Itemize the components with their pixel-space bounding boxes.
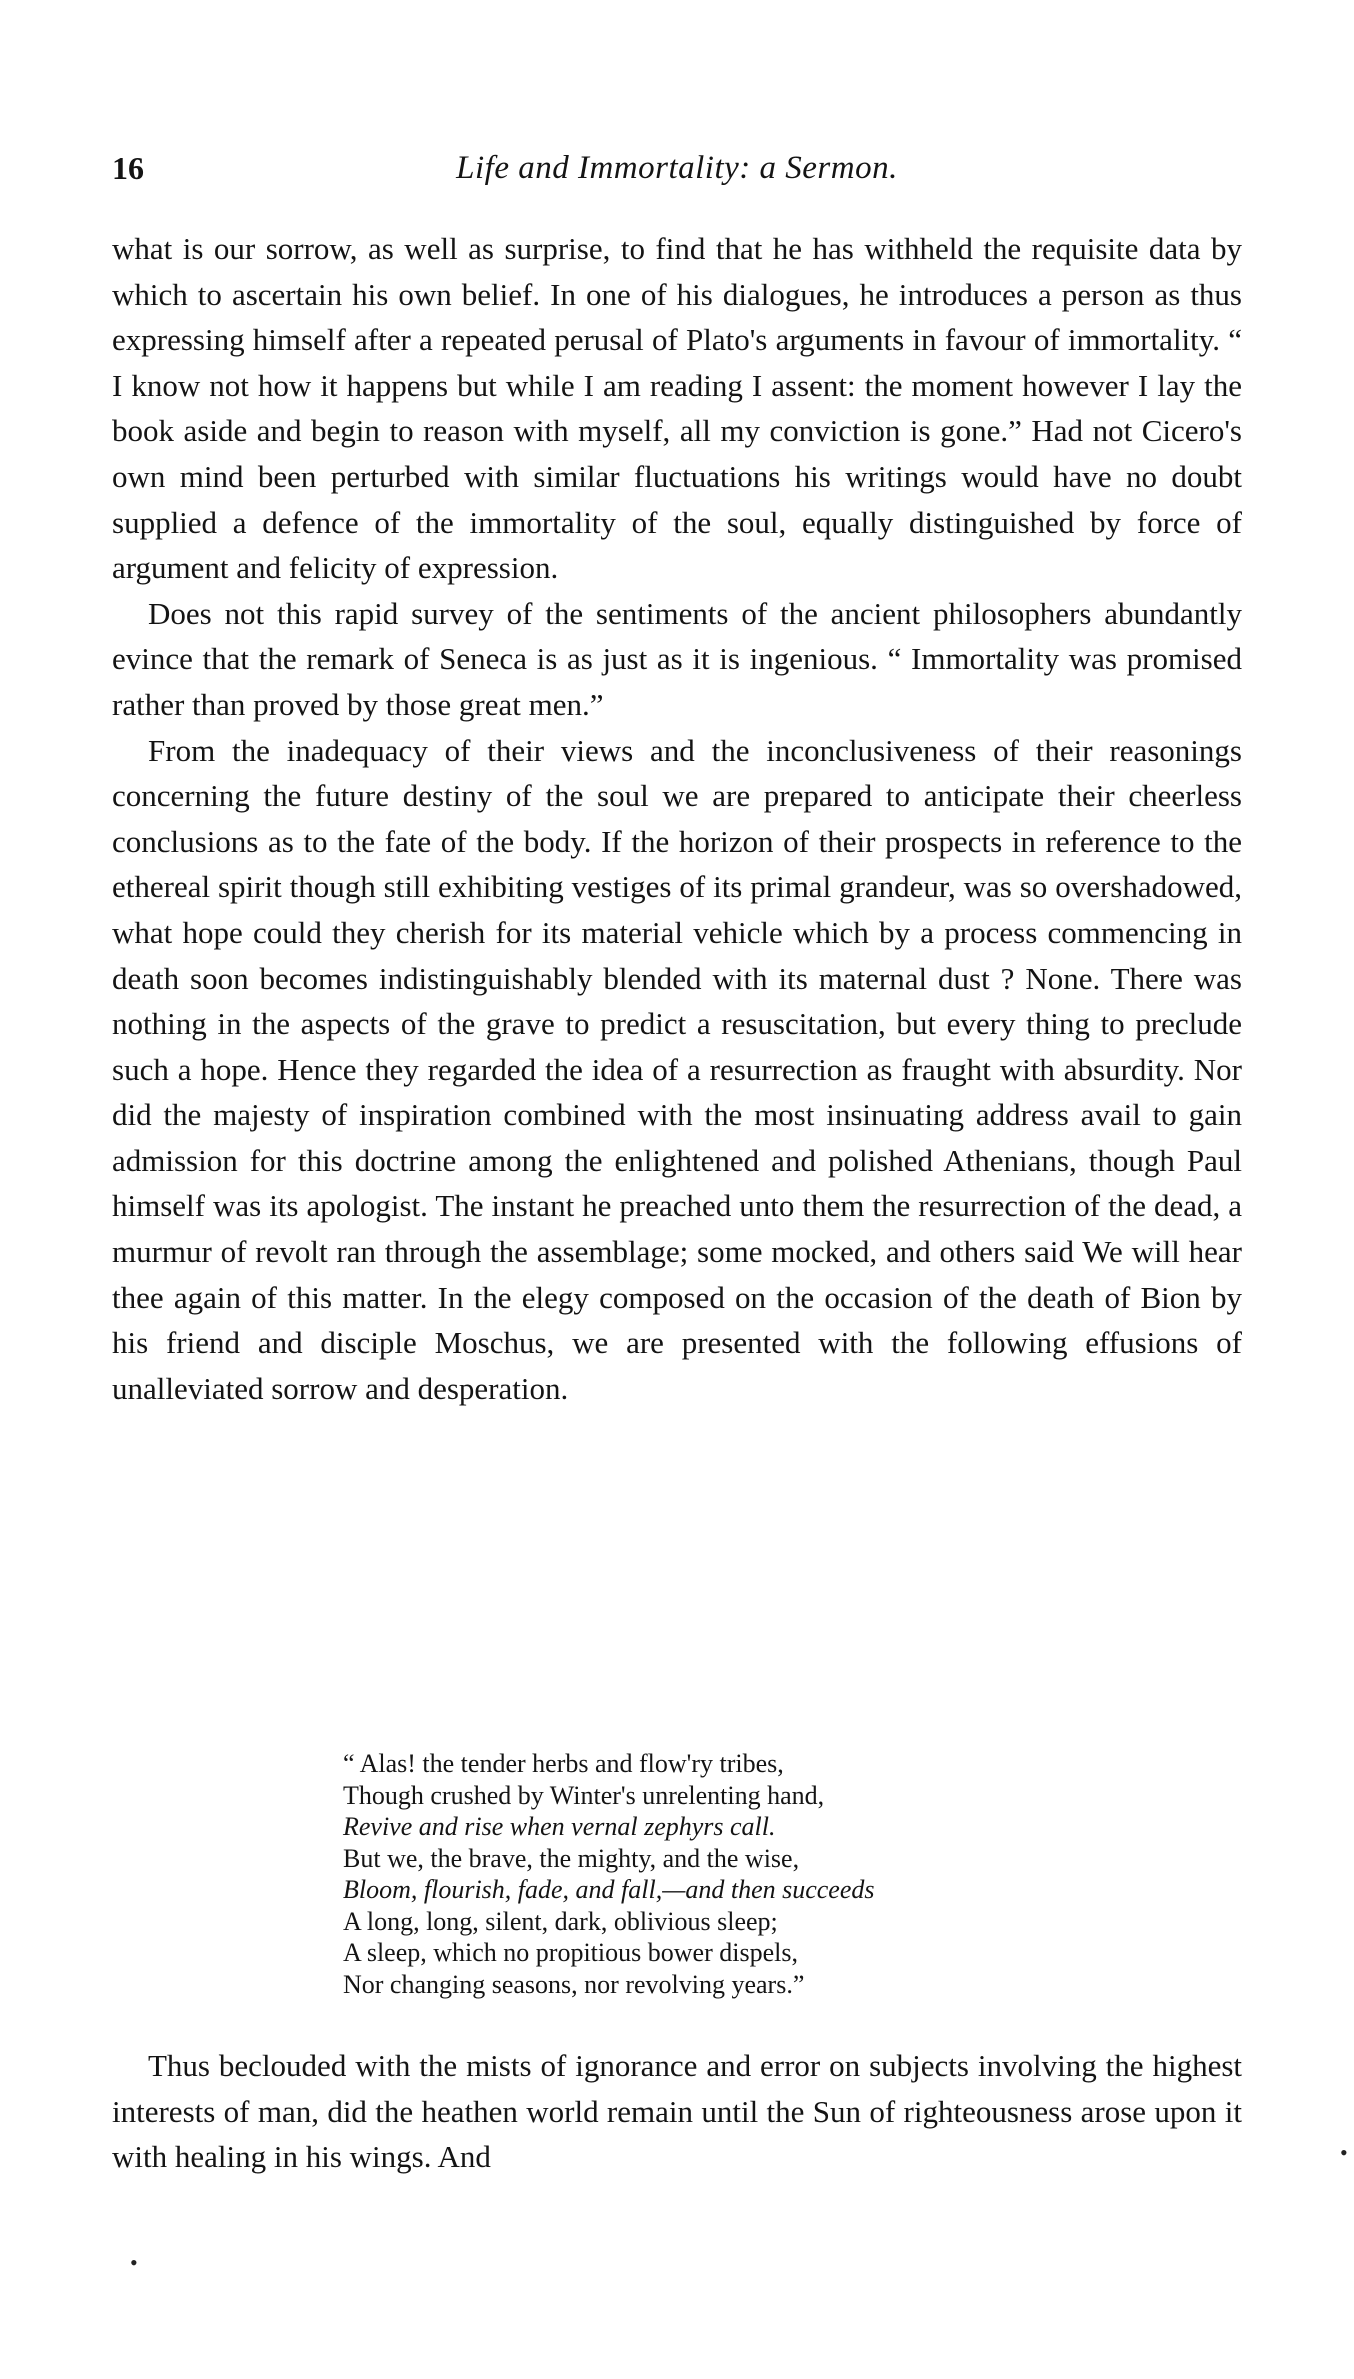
verse-line: Revive and rise when vernal zephyrs call. (343, 1812, 776, 1841)
stray-mark: • (130, 2250, 138, 2275)
paragraph-closing: Thus beclouded with the mists of ignorance and error on subjects involving the highest interests of man, did the heathen world remain until the Sun of righteousness arose upon it with healing in his wings. And (112, 2048, 1242, 2175)
verse-line: But we, the brave, the mighty, and the wise, (343, 1843, 800, 1873)
running-head: Life and Immortality: a Sermon. (456, 150, 898, 186)
verse-line: “ Alas! the tender herbs and flow'ry tribes, (343, 1749, 784, 1778)
stray-mark: • (1340, 2140, 1348, 2165)
verse-line: A long, long, silent, dark, oblivious sleep; (343, 1906, 778, 1936)
verse-line: Bloom, flourish, fade, and fall,—and then succeeds (343, 1875, 875, 1904)
page-header (112, 150, 1242, 200)
paragraph-seneca: Does not this rapid survey of the sentiments of the ancient philosophers abundantly evince that the remark of Seneca is as just as it is ingenious. “ Immortality was promised rather than proved by those great men.” (112, 595, 1242, 722)
paragraph-continued: what is our sorrow, as well as surprise, to find that he has withheld the requisite data by which to ascertain his own belief. In one of his dialogues, he introduces a person as thus expressing himself after a repeated perusal of Plato's arguments in favour of immortality. “ I know not how it happens but while I am reading I assent: the moment however I lay the book aside and begin to reason with myself, all my conviction is gone.” Had not Cicero's own mind been perturbed with similar fluctuations his writings would have no doubt supplied a defence of the immortality of the soul, equally distinguished by force of argument and felicity of expression. (112, 231, 1242, 586)
closing-paragraph (112, 2043, 1242, 2180)
verse-line: Nor changing seasons, nor revolving years.” (343, 1969, 805, 1999)
page-number: 16 (112, 150, 144, 186)
body-text (112, 226, 1242, 1411)
verse-line: Though crushed by Winter's unrelenting hand, (343, 1780, 825, 1810)
verse-line: A sleep, which no propitious bower dispels, (343, 1938, 798, 1967)
verse-quotation (343, 1748, 1063, 2000)
paragraph-resurrection: From the inadequacy of their views and the inconclusiveness of their reasonings concerning the future destiny of the soul we are prepared to anticipate their cheerless conclusions as to the fate of the body. If the horizon of their prospects in reference to the ethereal spirit though still exhibiting vestiges of its primal grandeur, was so overshadowed, what hope could they cherish for its material vehicle which by a process commencing in death soon becomes indistinguishably blended with its maternal dust ? None. There was nothing in the aspects of the grave to predict a resuscitation, but every thing to preclude such a hope. Hence they regarded the idea of a resurrection as fraught with absurdity. Nor did the majesty of inspiration combined with the most insinuating address avail to gain admission for this doctrine among the enlightened and polished Athenians, though Paul himself was its apologist. The instant he preached unto them the resurrection of the dead, a murmur of revolt ran through the assemblage; some mocked, and others said We will hear thee again of this matter. In the elegy composed on the occasion of the death of Bion by his friend and disciple Moschus, we are presented with the following effusions of unalleviated sorrow and desperation. (112, 732, 1242, 1406)
